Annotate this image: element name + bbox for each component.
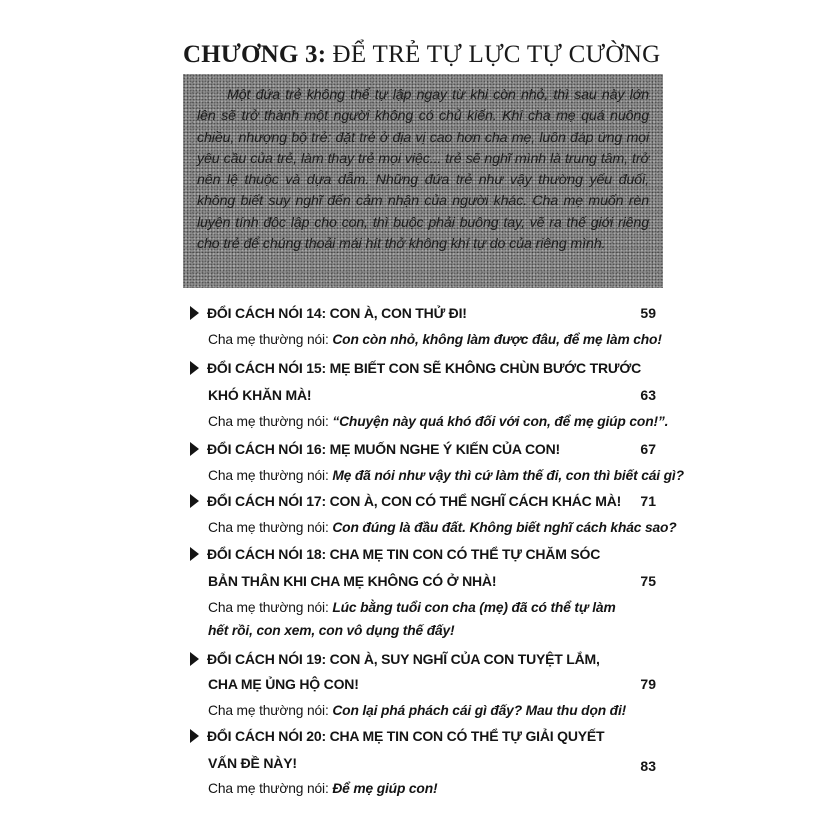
triangle-bullet-icon [190, 361, 199, 375]
chapter-intro-text: Một đứa trẻ không thể tự lập ngay từ khi còn nhỏ, thì sau này lớn lên sẽ trở thành một người không có chủ kiến. Khi cha mẹ quá nuông chiều, nhượng bộ trẻ: đặt trẻ ở địa vị cao hơn cha mẹ, luôn đáp ứng mọi yêu cầu của trẻ, làm thay trẻ mọi việc... trẻ sẽ nghĩ mình là trung tâm, trở nên lệ thuộc và dựa dẫm. Những đứa trẻ như vậy thường yếu đuối, không biết suy nghĩ đến cảm nhận của người khác. Cha mẹ muốn rèn luyện tính độc lập cho con, thì buộc phải buông tay, vẽ ra thế giới riêng cho trẻ để chúng thoải mái hít thở không khí tự do của riêng mình. [197, 87, 649, 253]
toc-entry-quote: Cha mẹ thường nói: Con đúng là đầu đất. Không biết nghĩ cách khác sao? [208, 520, 677, 535]
toc-entry-quote: Cha mẹ thường nói: Để mẹ giúp con! [208, 781, 438, 796]
toc-page-number: 75 [640, 573, 656, 589]
toc-entry-title: ĐỔI CÁCH NÓI 16: MẸ MUỐN NGHE Ý KIẾN CỦA CON! [195, 440, 615, 458]
toc-page-number: 79 [640, 676, 656, 692]
toc-page-number: 59 [640, 305, 656, 321]
toc-entry-quote-continued: hết rồi, con xem, con vô dụng thế đấy! [208, 623, 455, 638]
toc-entry-quote: Cha mẹ thường nói: Mẹ đã nói như vậy thì cứ làm thế đi, con thì biết cái gì? [208, 468, 684, 483]
toc-entry-title-continued: BẢN THÂN KHI CHA MẸ KHÔNG CÓ Ở NHÀ! [208, 573, 497, 589]
toc-page-number: 63 [640, 387, 656, 403]
toc-entry-quote: Cha mẹ thường nói: Con còn nhỏ, không làm được đâu, để mẹ làm cho! [208, 332, 662, 347]
chapter-label: CHƯƠNG 3: [183, 41, 327, 68]
toc-entry-title: ĐỔI CÁCH NÓI 18: CHA MẸ TIN CON CÓ THỂ TỰ CHĂM SÓC [195, 545, 615, 563]
toc-page-number: 67 [640, 441, 656, 457]
chapter-name: ĐỂ TRẺ TỰ LỰC TỰ CƯỜNG [332, 41, 661, 68]
triangle-bullet-icon [190, 306, 199, 320]
toc-page-number: 83 [640, 758, 656, 774]
toc-entry-quote: Cha mẹ thường nói: “Chuyện này quá khó đối với con, để mẹ giúp con!”. [208, 414, 669, 429]
triangle-bullet-icon [190, 729, 199, 743]
triangle-bullet-icon [190, 442, 199, 456]
toc-entry-title: ĐỔI CÁCH NÓI 14: CON À, CON THỬ ĐI! [195, 304, 615, 322]
toc-entry-title-continued: CHA MẸ ỦNG HỘ CON! [208, 676, 359, 692]
toc-entry-title: ĐỔI CÁCH NÓI 19: CON À, SUY NGHĨ CỦA CON TUYỆT LẮM, [195, 650, 615, 668]
toc-page-number: 71 [640, 493, 656, 509]
triangle-bullet-icon [190, 547, 199, 561]
toc-entry-title: ĐỔI CÁCH NÓI 20: CHA MẸ TIN CON CÓ THỂ TỰ GIẢI QUYẾT [195, 727, 615, 745]
toc-entry-quote: Cha mẹ thường nói: Con lại phá phách cái gì đấy? Mau thu dọn đi! [208, 703, 627, 718]
toc-entry-title-continued: KHÓ KHĂN MÀ! [208, 387, 312, 403]
toc-entry-title-continued: VẤN ĐỀ NÀY! [208, 755, 297, 771]
toc-entry-title: ĐỔI CÁCH NÓI 15: MẸ BIẾT CON SẼ KHÔNG CHÙN BƯỚC TRƯỚC [195, 359, 615, 377]
triangle-bullet-icon [190, 652, 199, 666]
toc-entry-title: ĐỔI CÁCH NÓI 17: CON À, CON CÓ THỂ NGHĨ CÁCH KHÁC MÀ! [195, 492, 615, 510]
triangle-bullet-icon [190, 494, 199, 508]
toc-entry-quote: Cha mẹ thường nói: Lúc bằng tuổi con cha (mẹ) đã có thể tự làm [208, 600, 616, 615]
